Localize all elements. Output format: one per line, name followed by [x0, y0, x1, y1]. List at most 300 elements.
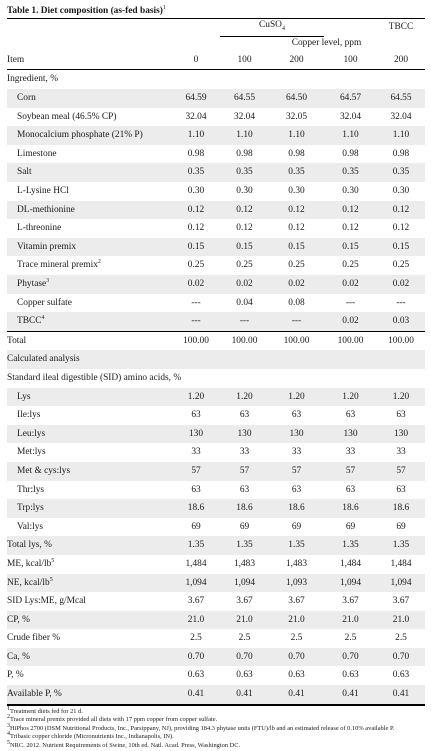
table-cell: 21.0 [324, 611, 377, 630]
row-label-text: Ca, % [7, 651, 30, 662]
table-cell: 0.41 [172, 685, 220, 704]
row-label-text: CP, % [7, 614, 30, 625]
row-label-text: Total lys, % [7, 540, 52, 551]
row-label-text: Monocalcium phosphate (21% P) [17, 130, 143, 141]
footnote [7, 739, 425, 751]
table-cell: 33 [396, 447, 406, 458]
table-cell: 2.5 [344, 633, 357, 644]
table-cell: 0.02 [324, 275, 377, 294]
table-cell: 1,094 [377, 574, 425, 593]
table-cell: 32.04 [390, 111, 412, 122]
table-cell: 1,484 [185, 558, 207, 569]
table-row [7, 163, 425, 182]
row-label [7, 666, 172, 685]
table-cell: 0.15 [269, 238, 324, 257]
table-cell: 64.50 [269, 89, 324, 108]
table-cell: 69 [396, 521, 406, 532]
table-cell: 21.0 [377, 611, 425, 630]
table-row [7, 182, 425, 201]
row-label [7, 312, 172, 331]
table-cell: 69 [239, 521, 250, 532]
table-cell [269, 70, 324, 89]
row-label-text: Vitamin premix [17, 241, 77, 252]
table-cell: 3.67 [187, 596, 205, 607]
table-cell: 18.6 [220, 499, 269, 518]
table-cell: 0.98 [236, 148, 253, 159]
table-cell: 1.10 [172, 126, 220, 145]
row-label-text: L-threonine [17, 223, 62, 234]
table-cell: 1.20 [220, 388, 269, 407]
table-cell: 64.55 [377, 89, 425, 108]
table-cell: 32.04 [339, 111, 362, 122]
row-label-text: Lys [17, 391, 31, 402]
table-cell: 63 [345, 410, 356, 421]
row-label-text: Standard ileal digestible (SID) amino acids, % [7, 372, 182, 383]
table-cell: 0.15 [324, 238, 377, 257]
table-cell: 0.41 [324, 685, 377, 704]
table-cell: 0.63 [342, 670, 359, 681]
table-row [7, 685, 425, 704]
table-cell: 63 [191, 410, 201, 421]
row-label [7, 126, 172, 145]
table-row [7, 256, 425, 275]
table-cell: 100.00 [377, 331, 425, 350]
row-label [7, 70, 172, 89]
table-cell: 3.67 [288, 596, 305, 607]
table-cell: 0.35 [269, 163, 324, 182]
table-cell: --- [220, 312, 269, 331]
table-row [7, 108, 425, 127]
row-label-text: NE, kcal/lb [7, 577, 50, 588]
table-cell: 2.5 [190, 633, 202, 644]
row-label-text: P, % [7, 670, 24, 681]
table-cell: 1,093 [269, 574, 324, 593]
row-label [7, 611, 172, 630]
table-cell: 1.35 [269, 536, 324, 555]
table-cell: 3.67 [342, 596, 359, 607]
table-cell: --- [396, 297, 406, 308]
row-label-text: Calculated analysis [7, 354, 80, 365]
row-label [7, 443, 172, 462]
caption-footnote-mark: 1 [162, 4, 166, 11]
table-cell: 0.35 [377, 163, 425, 182]
row-label [7, 574, 172, 593]
table-cell: 0.70 [324, 648, 377, 667]
row-label [7, 201, 172, 220]
row-label [7, 275, 172, 294]
row-label-text: Trace mineral premix [17, 260, 98, 271]
row-label-text: Corn [17, 93, 36, 104]
row-label-text: Available P, % [7, 689, 62, 700]
row-label [7, 163, 172, 182]
table-row [7, 574, 425, 593]
table-cell: 1.20 [324, 388, 377, 407]
subhead-row [7, 37, 425, 51]
table-cell: 0.98 [187, 148, 205, 159]
table-cell: 1.20 [377, 388, 425, 407]
table-cell: 1,484 [339, 558, 362, 569]
row-footnote-mark: 5 [49, 576, 53, 583]
row-label [7, 592, 172, 611]
row-label-text: Met & cys:lys [17, 465, 71, 476]
table-cell: 63 [239, 484, 250, 495]
row-label-text: Limestone [17, 148, 57, 159]
table-cell: 2.5 [290, 633, 303, 644]
table-cell: 130 [324, 425, 377, 444]
table-cell: 130 [172, 425, 220, 444]
table-cell: 130 [377, 425, 425, 444]
table-cell: 69 [191, 521, 201, 532]
row-label [7, 108, 172, 127]
table-cell: 3.67 [236, 596, 253, 607]
row-label-text: Total [7, 335, 27, 346]
table-cell: 1.10 [220, 126, 269, 145]
table-cell: 0.12 [342, 223, 359, 234]
row-footnote-mark: 3 [46, 277, 50, 284]
table-cell: 1,094 [172, 574, 220, 593]
row-label [7, 536, 172, 555]
row-label [7, 629, 172, 648]
table-cell: 0.98 [342, 148, 359, 159]
table-cell: 33 [291, 447, 302, 458]
group-header-row [7, 19, 425, 37]
table-cell: 0.12 [172, 201, 220, 220]
row-label [7, 294, 172, 313]
row-label-text: L-Lysine HCl [17, 186, 69, 197]
caption-text: Table 1. Diet composition (as-fed basis) [7, 6, 163, 16]
table-cell: 0.41 [269, 685, 324, 704]
footnote-text: HiPhos 2700 (DSM Nutritional Products, Inc., Parsippany, NJ), providing 184.3 phytase units (FTU)/lb and an estimated release of 0.10% available P. [10, 724, 395, 732]
table-cell: 1.35 [377, 536, 425, 555]
table-cell: 0.63 [288, 670, 305, 681]
table-row [7, 666, 425, 685]
table-cell: 21.0 [172, 611, 220, 630]
table-cell: 18.6 [172, 499, 220, 518]
table-cell: 0.30 [288, 186, 305, 197]
table-cell: 33 [345, 447, 356, 458]
table-cell: 1,483 [233, 558, 256, 569]
footnote [7, 716, 425, 725]
table-cell [377, 70, 425, 89]
table-cell: 0.08 [288, 297, 305, 308]
table-cell: 63 [345, 484, 356, 495]
row-label [7, 331, 172, 350]
row-label [7, 182, 172, 201]
row-label-text: Met:lys [17, 447, 46, 458]
table-cell: 0.04 [236, 297, 253, 308]
table-cell: 0.98 [392, 148, 410, 159]
table-row [7, 443, 425, 462]
table-cell: 0.15 [377, 238, 425, 257]
table-cell: 63 [239, 410, 250, 421]
table-cell: 18.6 [324, 499, 377, 518]
footnote-text: Tribasic copper chloride (Micronutrients Inc., Indianapolis, IN). [10, 733, 174, 741]
table-cell: 0.15 [220, 238, 269, 257]
footnote-mark: 3 [7, 722, 10, 729]
row-label-text: SID Lys:ME, g/Mcal [7, 596, 86, 607]
row-label [7, 238, 172, 257]
table-cell: 0.30 [236, 186, 253, 197]
table-row [7, 201, 425, 220]
table-cell: 57 [220, 462, 269, 481]
table-row [7, 369, 425, 388]
row-label-text: Phytase [17, 279, 47, 289]
row-label [7, 555, 172, 574]
table-cell: 0.63 [236, 670, 253, 681]
table-row [7, 518, 425, 537]
table-cell: 57 [377, 462, 425, 481]
row-label-text: Val:lys [17, 521, 44, 532]
col-header-cuso4-100: 100 [220, 51, 269, 70]
table-cell: 69 [291, 521, 302, 532]
row-label [7, 388, 172, 407]
row-label-text: Trp:lys [17, 503, 44, 514]
table-cell: 2.5 [238, 633, 251, 644]
table-cell [324, 350, 377, 369]
table-cell: 1,094 [324, 574, 377, 593]
table-cell: 0.63 [392, 670, 410, 681]
table-cell: 0.98 [288, 148, 305, 159]
table-cell: 21.0 [220, 611, 269, 630]
table-cell: 0.25 [288, 260, 305, 271]
table-row [7, 350, 425, 369]
table-cell [377, 350, 425, 369]
table-row [7, 294, 425, 313]
table-cell: --- [172, 312, 220, 331]
footnote-mark: 2 [7, 714, 10, 721]
table-cell: 0.12 [220, 201, 269, 220]
table-cell: 2.5 [395, 633, 407, 644]
row-label-text: Ile:lys [17, 410, 41, 421]
table-cell: 0.12 [377, 201, 425, 220]
row-label [7, 256, 172, 275]
col-header-cuso4-200: 200 [269, 51, 324, 70]
row-label [7, 425, 172, 444]
table-cell: 0.70 [269, 648, 324, 667]
table-cell: 0.12 [269, 201, 324, 220]
row-label [7, 219, 172, 238]
table-cell: 0.12 [236, 223, 253, 234]
table-cell: 0.15 [172, 238, 220, 257]
row-label [7, 481, 172, 500]
table-cell: 130 [220, 425, 269, 444]
table-row [7, 388, 425, 407]
table-row [7, 629, 425, 648]
row-label [7, 499, 172, 518]
table-cell: 63 [191, 484, 201, 495]
footnote-mark: 4 [7, 731, 10, 738]
table-cell: 64.59 [172, 89, 220, 108]
table-cell: 0.70 [220, 648, 269, 667]
footnote-mark: 5 [7, 739, 10, 746]
table-cell: 1.10 [377, 126, 425, 145]
table-row [7, 462, 425, 481]
row-label [7, 406, 172, 425]
table-cell: 57 [172, 462, 220, 481]
table-cell [172, 350, 220, 369]
group-cuso4-label: CuSO [259, 20, 282, 30]
row-label [7, 369, 425, 388]
row-label [7, 145, 172, 164]
table-cell: 1,483 [285, 558, 308, 569]
table-row [7, 70, 425, 89]
table-cell: 57 [269, 462, 324, 481]
row-label-text: ME, kcal/lb [7, 558, 52, 569]
row-label-text: Salt [17, 167, 32, 178]
footnotes [7, 705, 425, 751]
table-cell: 63 [291, 484, 302, 495]
footnote-text: Trace mineral premix provided all diets with 17 ppm copper from copper sulfate. [10, 716, 218, 724]
table-cell: 63 [291, 410, 302, 421]
table-row [7, 555, 425, 574]
group-tbcc [377, 19, 425, 37]
table-cell: 57 [324, 462, 377, 481]
table-cell: 33 [191, 447, 201, 458]
table-cell: 64.57 [324, 89, 377, 108]
row-label-text: Copper sulfate [17, 297, 72, 308]
row-label [7, 89, 172, 108]
table-cell: 100.00 [172, 331, 220, 350]
footnote-text: Treatment diets fed for 21 d. [10, 707, 83, 715]
table-cell: 0.41 [377, 685, 425, 704]
table-cell: 0.30 [187, 186, 205, 197]
group-cuso4-subscript: 4 [281, 25, 285, 32]
table-cell [324, 70, 377, 89]
table-cell [220, 70, 269, 89]
table-cell: 21.0 [269, 611, 324, 630]
table-cell: 0.30 [392, 186, 410, 197]
table-cell: 0.41 [220, 685, 269, 704]
table-cell: 1.35 [220, 536, 269, 555]
row-label [7, 462, 172, 481]
table-cell: 0.25 [392, 260, 410, 271]
group-tbcc-label: TBCC [388, 22, 414, 33]
table-cell: 0.25 [342, 260, 359, 271]
table-row [7, 425, 425, 444]
table-cell: 18.6 [377, 499, 425, 518]
table-row [7, 406, 425, 425]
table-row [7, 126, 425, 145]
table-cell: 1.20 [269, 388, 324, 407]
table-cell: 0.12 [187, 223, 205, 234]
table-cell: 3.67 [392, 596, 410, 607]
table-row [7, 611, 425, 630]
table-cell: 1.35 [324, 536, 377, 555]
table-cell: 100.00 [220, 331, 269, 350]
table-cell: 32.04 [233, 111, 256, 122]
footnote-text: NRC. 2012. Nutrient Requirements of Swine, 10th ed. Natl. Acad. Press, Washington DC. [10, 742, 241, 750]
table-row [7, 312, 425, 331]
table-row [7, 331, 425, 350]
table-cell [172, 70, 220, 89]
table-cell: 32.04 [185, 111, 207, 122]
row-footnote-mark: 4 [41, 315, 45, 322]
table-row [7, 145, 425, 164]
table-cell: 0.02 [377, 275, 425, 294]
table-row [7, 275, 425, 294]
row-label [7, 518, 172, 537]
table-cell: 64.55 [220, 89, 269, 108]
col-header-tbcc-100: 100 [324, 51, 377, 70]
row-footnote-mark: 5 [51, 557, 55, 564]
table-cell: 0.02 [324, 312, 377, 331]
row-label-text: Leu:lys [17, 428, 46, 439]
footnote [7, 705, 425, 717]
col-header-0: 0 [172, 51, 220, 70]
table-row [7, 89, 425, 108]
footnote [7, 733, 425, 742]
table-cell: --- [191, 297, 201, 308]
table-cell: 0.03 [377, 312, 425, 331]
table-cell: 1.10 [269, 126, 324, 145]
table-cell: 0.30 [342, 186, 359, 197]
table-row [7, 219, 425, 238]
row-label [7, 350, 172, 369]
row-footnote-mark: 2 [97, 259, 101, 266]
table-cell: 0.35 [172, 163, 220, 182]
row-label [7, 648, 172, 667]
table-cell: --- [269, 312, 324, 331]
table-cell: --- [345, 297, 356, 308]
table-row [7, 238, 425, 257]
column-header-row [7, 51, 425, 70]
table-cell: 0.02 [172, 275, 220, 294]
table-cell: 100.00 [324, 331, 377, 350]
table-cell: 0.70 [377, 648, 425, 667]
table-row [7, 536, 425, 555]
table-cell: 100.00 [269, 331, 324, 350]
table-cell: 130 [269, 425, 324, 444]
row-label [7, 685, 172, 704]
table-cell: 0.02 [220, 275, 269, 294]
table-cell: 1.35 [172, 536, 220, 555]
table-cell: 0.12 [324, 201, 377, 220]
table-cell: 0.12 [392, 223, 410, 234]
table-caption [7, 4, 425, 18]
table-cell [220, 350, 269, 369]
row-label-text: Ingredient, % [7, 74, 59, 85]
table-cell: 0.25 [236, 260, 253, 271]
table-cell: 1,094 [220, 574, 269, 593]
table-cell: 69 [345, 521, 356, 532]
group-cuso4 [220, 19, 324, 37]
row-label-text: DL-methionine [17, 204, 75, 215]
table-cell: 32.05 [285, 111, 308, 122]
table-row [7, 481, 425, 500]
table-cell: 0.70 [172, 648, 220, 667]
table-row [7, 499, 425, 518]
table-cell: 63 [396, 410, 406, 421]
row-label-text: Soybean meal (46.5% CP) [17, 111, 117, 122]
copper-level-subhead: Copper level, ppm [291, 38, 362, 49]
table-cell: 1.10 [324, 126, 377, 145]
footnote [7, 722, 425, 734]
table-cell: 0.02 [269, 275, 324, 294]
table-cell: 0.35 [220, 163, 269, 182]
table-row [7, 592, 425, 611]
footnote-mark: 1 [7, 705, 10, 712]
table-cell: 0.63 [187, 670, 205, 681]
col-header-item: Item [7, 51, 172, 70]
table-cell: 1.20 [172, 388, 220, 407]
row-label-text: TBCC [17, 316, 42, 327]
col-header-tbcc-200: 200 [377, 51, 425, 70]
diet-composition-table [7, 18, 425, 705]
row-label-text: Crude fiber % [7, 633, 61, 644]
table-cell: 1,484 [390, 558, 412, 569]
table-cell: 0.12 [288, 223, 305, 234]
table-cell: 63 [396, 484, 406, 495]
